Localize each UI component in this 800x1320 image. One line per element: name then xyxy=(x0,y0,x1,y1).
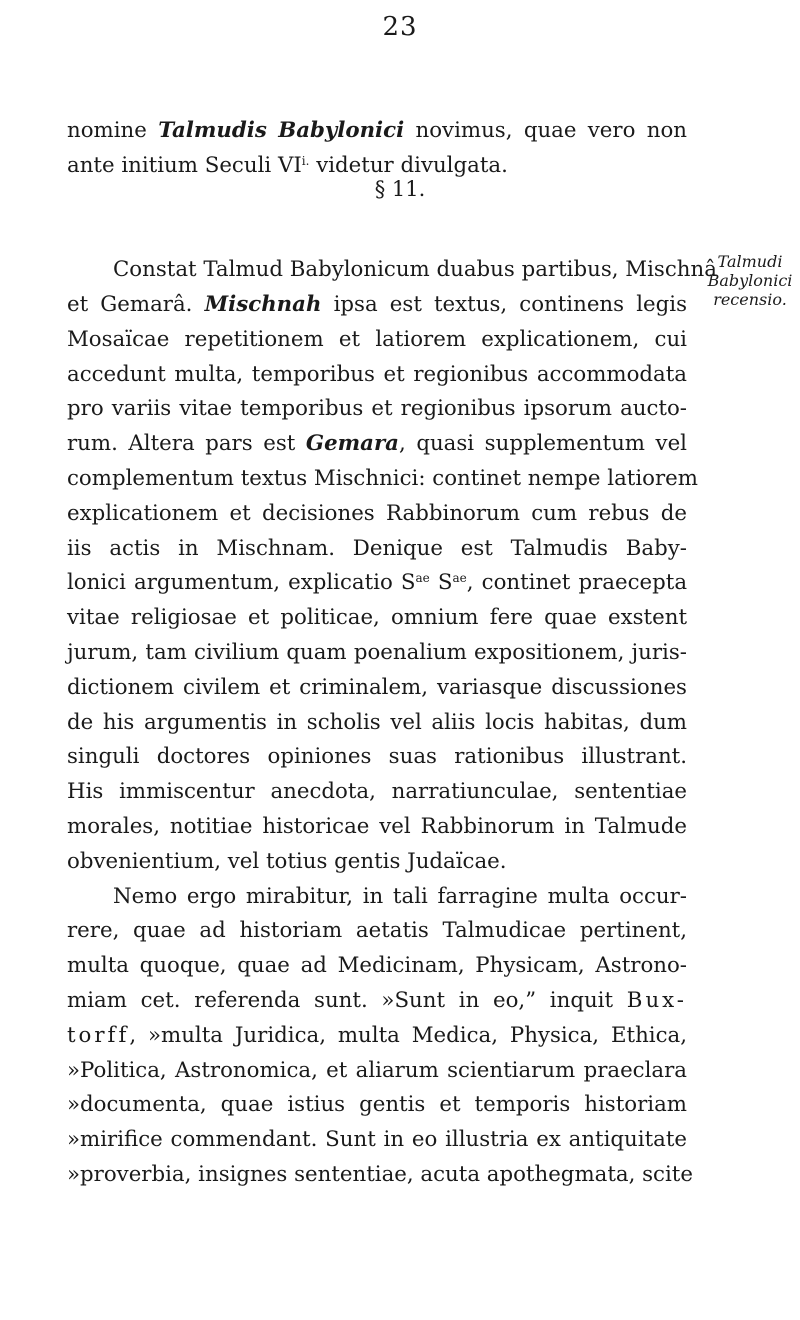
text-line: vitae religiosae et politicae, omnium fere quae exstent xyxy=(67,605,687,631)
page-number: 23 xyxy=(382,12,418,42)
text-line: jurum, tam civilium quam poenalium expositionem, juris- xyxy=(67,639,687,665)
section-spacer xyxy=(67,184,687,219)
text-line: »proverbia, insignes sententiae, acuta apothegmata, scite xyxy=(67,1161,693,1187)
text-line: Mosaïcae repetitionem et latiorem explicationem, cui xyxy=(67,326,687,352)
text-line: »Politica, Astronomica, et aliarum scientiarum praeclara xyxy=(67,1057,687,1083)
text-line: explicationem et decisiones Rabbinorum cum rebus de xyxy=(67,500,687,526)
text-line: iis actis in Mischnam. Denique est Talmudis Baby- xyxy=(67,535,687,561)
text-line: ante initium Seculi $VI^{i.}$ videtur divulgata. xyxy=(67,152,508,178)
text-line: torff, »multa Juridica, multa Medica, Physica, Ethica, xyxy=(67,1022,687,1048)
text-line: lonici argumentum, explicatio $S^{ae}$ $S^{ae}$, continet praecepta xyxy=(67,570,688,596)
text-line: »mirifice commendant. Sunt in eo illustria ex antiquitate xyxy=(67,1127,687,1153)
text-line: de his argumentis in scholis vel aliis locis habitas, dum xyxy=(67,709,687,735)
text-line: Constat Talmud Babylonicum duabus partibus, Mischnâ xyxy=(113,257,717,283)
text-line: accedunt multa, temporibus et regionibus accommodata xyxy=(67,361,687,387)
text-line: His immiscentur anecdota, narratiunculae, sententiae xyxy=(67,779,687,805)
text-line: Nemo ergo mirabitur, in tali farragine multa occur- xyxy=(113,883,687,909)
text-line: pro variis vitae temporibus et regionibus ipsorum aucto- xyxy=(67,396,687,422)
margin-note-line: Babylonici xyxy=(707,271,793,290)
section-spacer xyxy=(67,218,687,253)
text-line: miam cet. referenda sunt. »Sunt in eo,” inquit Bux- xyxy=(67,987,687,1013)
text-line: rum. Altera pars est Gemara, quasi supplementum vel xyxy=(67,431,687,457)
text-line: rere, quae ad historiam aetatis Talmudicae pertinent, xyxy=(67,918,687,944)
text-line: obvenientium, vel totius gentis Judaïcae. xyxy=(67,848,507,874)
text-line: multa quoque, quae ad Medicinam, Physicam, Astrono- xyxy=(67,953,687,979)
text-line: singuli doctores opiniones suas rationibus illustrant. xyxy=(67,744,687,770)
text-line: »documenta, quae istius gentis et temporis historiam xyxy=(67,1092,687,1118)
text-line: complementum textus Mischnici: continet nempe latiorem xyxy=(67,465,698,491)
text-line: dictionem civilem et criminalem, variasque discussiones xyxy=(67,674,687,700)
margin-note-line: Talmudi xyxy=(717,252,783,271)
text-line: nomine Talmudis Babylonici novimus, quae vero non xyxy=(67,118,687,143)
text-line: morales, notitiae historicae vel Rabbinorum in Talmude xyxy=(67,813,687,839)
text-line: et Gemarâ. Mischnah ipsa est textus, continens legis xyxy=(67,291,687,317)
margin-note-line: recensio. xyxy=(713,290,787,309)
section-heading: § 11. xyxy=(374,177,426,201)
body-text xyxy=(67,114,717,1193)
